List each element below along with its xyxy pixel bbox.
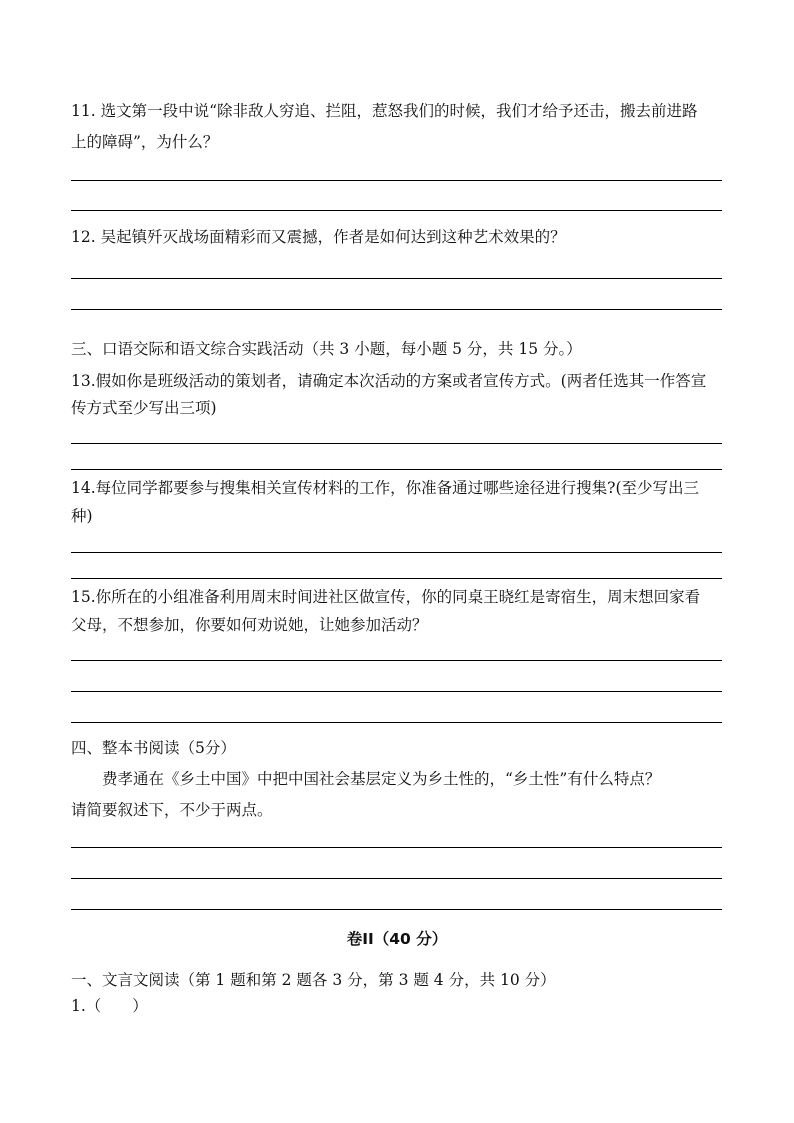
answer-line-14-1[interactable] [71,552,722,553]
answer-line-11-2[interactable] [71,210,722,211]
section-4-question-line2: 请简要叙述下，不少于两点。 [71,801,273,819]
classical-reading-heading: 一、文言文阅读（第 1 题和第 2 题各 3 分，第 3 题 4 分，共 10 分） [71,971,556,989]
question-15-text-line1: 15.你所在的小组准备利用周末时间进社区做宣传，你的同桌王晓红是寄宿生，周末想回家看 [71,588,701,606]
answer-line-4-1[interactable] [71,847,722,848]
answer-line-13-1[interactable] [71,443,722,444]
question-14-text-line1: 14.每位同学都要参与搜集相关宣传材料的工作，你准备通过哪些途径进行搜集?(至少写出三 [71,479,700,497]
question-13-text-line2: 传方式至少写出三项) [71,399,217,417]
answer-line-14-2[interactable] [71,578,722,579]
answer-line-12-2[interactable] [71,309,722,310]
answer-line-15-3[interactable] [71,722,722,723]
section-3-heading: 三、口语交际和语文综合实践活动（共 3 小题，每小题 5 分，共 15 分。） [71,340,582,358]
volume-2-title: 卷II（40 分） [346,930,448,948]
answer-line-4-2[interactable] [71,878,722,879]
question-14-text-line2: 种) [71,507,93,525]
answer-line-12-1[interactable] [71,278,722,279]
section-4-heading: 四、整本书阅读（5分） [71,739,236,757]
question-11-text-line2: 上的障碍”，为什么？ [71,133,219,151]
answer-line-11-1[interactable] [71,180,722,181]
classical-question-1: 1.（ ） [71,997,148,1015]
question-12-text: 12. 吴起镇歼灭战场面精彩而又震撼，作者是如何达到这种艺术效果的？ [71,228,566,246]
answer-line-15-1[interactable] [71,660,722,661]
question-11-text-line1: 11. 选文第一段中说“除非敌人穷追、拦阻，惹怒我们的时候，我们才给予还击，搬去前进路 [71,102,698,120]
answer-line-13-2[interactable] [71,469,722,470]
answer-line-15-2[interactable] [71,691,722,692]
answer-line-4-3[interactable] [71,909,722,910]
question-15-text-line2: 父母，不想参加，你要如何劝说她，让她参加活动？ [71,616,428,634]
question-13-text-line1: 13.假如你是班级活动的策划者，请确定本次活动的方案或者宣传方式。(两者任选其一作答宣 [71,372,707,390]
section-4-question-line1: 费孝通在《乡土中国》中把中国社会基层定义为乡土性的，“乡土性”有什么特点？ [102,770,661,788]
